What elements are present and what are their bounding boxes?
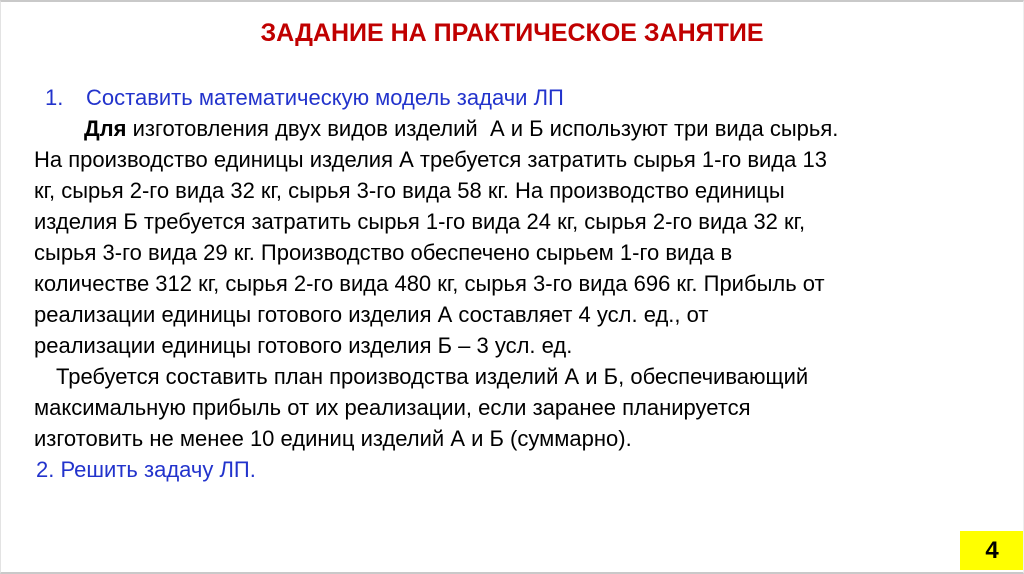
- slide-body: [1, 82, 1023, 485]
- slide-title: ЗАДАНИЕ НА ПРАКТИЧЕСКОЕ ЗАНЯТИЕ: [260, 19, 764, 47]
- paragraph-2-line-2: максимальную прибыль от их реализации, если заранее планируется: [34, 395, 751, 420]
- paragraph-1-line-2: На производство единицы изделия А требуется затратить сырья 1-го вида 13: [34, 147, 827, 172]
- paragraph-1-line-5: сырья 3-го вида 29 кг. Производство обеспечено сырьем 1-го вида в: [34, 240, 733, 265]
- task-item-2: 2. Решить задачу ЛП.: [36, 457, 256, 482]
- task-item-1: [1, 82, 1023, 113]
- paragraph-1-line-4: изделия Б требуется затратить сырья 1-го вида 24 кг, сырья 2-го вида 32 кг,: [34, 209, 806, 234]
- page-number-badge: 4: [960, 531, 1024, 570]
- paragraph-1-lead-bold: Для: [84, 116, 127, 141]
- paragraph-2-line-1: Требуется составить план производства изделий А и Б, обеспечивающий: [56, 364, 809, 389]
- paragraph-1-line-6: количестве 312 кг, сырья 2-го вида 480 кг, сырья 3-го вида 696 кг. Прибыль от: [34, 271, 825, 296]
- paragraph-1-line-8: реализации единицы готового изделия Б – 3 усл. ед.: [34, 333, 573, 358]
- paragraph-2-line-3: изготовить не менее 10 единиц изделий А и Б (суммарно).: [34, 426, 632, 451]
- paragraph-1-line-1: [1, 113, 1023, 144]
- paragraph-1-line-3: кг, сырья 2-го вида 32 кг, сырья 3-го вида 58 кг. На производство единицы: [34, 178, 785, 203]
- paragraph-1-line-1-rest: изготовления двух видов изделий А и Б используют три вида сырья.: [126, 116, 839, 141]
- task-item-1-number: 1.: [45, 85, 64, 110]
- task-item-1-label: Составить математическую модель задачи ЛП: [86, 85, 564, 110]
- paragraph-1-line-7: реализации единицы готового изделия А составляет 4 усл. ед., от: [34, 302, 709, 327]
